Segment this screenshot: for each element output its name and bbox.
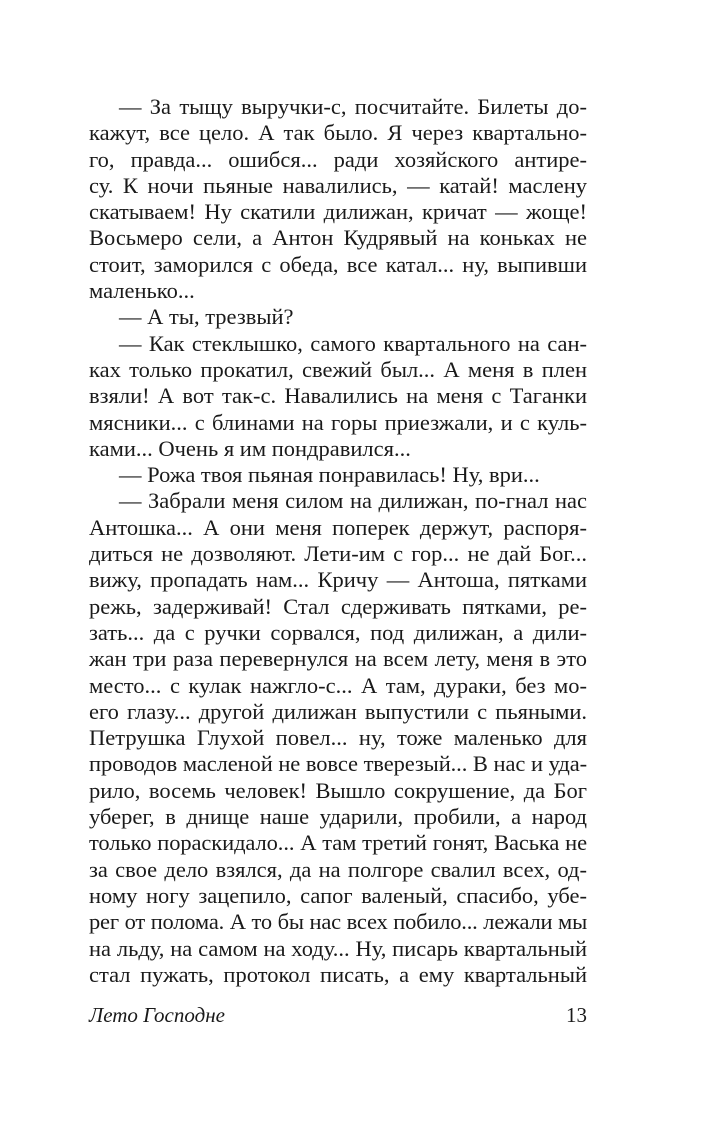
- text-line: место... с кулак нажгло-с... А там, дураки, без мо-: [89, 672, 587, 698]
- text-line: — За тыщу выручки-с, посчитайте. Билеты до-: [119, 94, 587, 119]
- text-line: стал пужать, протокол писать, а ему квартальный: [89, 961, 587, 987]
- text-line: — Забрали меня силом на дилижан, по-гнал нас: [119, 488, 587, 514]
- text-line: проводов масленой не вовсе тверезый... В нас и уда-: [89, 751, 587, 777]
- running-title: Лето Господне: [89, 1003, 225, 1027]
- text-line: — Рожа твоя пьяная понравилась! Ну, ври...: [119, 462, 540, 488]
- text-line: режь, задерживай! Стал сдерживать пятками, ре-: [89, 593, 587, 619]
- text-line: Антошка... А они меня поперек держут, распоря-: [89, 514, 587, 540]
- text-line: рег от полома. А то бы нас всех побило... лежали мы: [89, 909, 587, 935]
- text-line: ному ногу зацепило, сапог валеный, спасибо, убе-: [89, 882, 587, 908]
- page-footer: [89, 1001, 587, 1029]
- text-line: только пораскидало... А там третий гонят, Васька не: [89, 830, 587, 856]
- text-line: уберег, в днище наше ударили, пробили, а народ: [89, 804, 587, 830]
- text-line: кажут, все цело. А так было. Я через квартально-: [89, 120, 587, 146]
- text-line: ками... Очень я им пондравился...: [89, 435, 411, 461]
- text-line: рило, восемь человек! Вышло сокрушение, да Бог: [89, 777, 587, 803]
- text-line: вижу, пропадать нам... Кричу — Антоша, пятками: [89, 567, 587, 593]
- text-line: скатываем! Ну скатили дилижан, кричат — жоще!: [89, 199, 587, 225]
- text-line: зать... да с ручки сорвался, под дилижан, а дили-: [89, 619, 587, 645]
- text-line: за свое дело взялся, да на полгоре свалил всех, од-: [89, 856, 587, 882]
- body-text: [89, 94, 587, 988]
- text-line: — Как стеклышко, самого квартального на сан-: [119, 330, 587, 356]
- text-line: маленько...: [89, 278, 195, 304]
- text-line: Петрушка Глухой повел... ну, тоже маленько для: [89, 725, 587, 751]
- text-line: взяли! А вот так-с. Навалились на меня с Таганки: [89, 383, 587, 409]
- text-line: диться не дозволяют. Лети-им с гор... не дай Бог...: [89, 541, 587, 567]
- page-number: 13: [566, 1003, 587, 1027]
- text-line: су. К ночи пьяные навалились, — катай! маслену: [89, 172, 587, 198]
- text-line: го, правда... ошибся... ради хозяйского антире-: [89, 146, 587, 172]
- text-line: — А ты, трезвый?: [119, 304, 294, 330]
- text-line: мясники... с блинами на горы приезжали, и с куль-: [89, 409, 587, 435]
- text-line: стоит, заморился с обеда, все катал... ну, выпивши: [89, 251, 587, 277]
- text-line: на льду, на самом на ходу... Ну, писарь квартальный: [89, 935, 587, 961]
- text-line: жан три раза перевернулся на всем лету, меня в это: [89, 646, 587, 672]
- text-line: Восьмеро сели, а Антон Кудрявый на коньках не: [89, 225, 587, 251]
- text-line: его глазу... другой дилижан выпустили с пьяными.: [89, 698, 587, 724]
- text-line: ках только прокатил, свежий был... А меня в плен: [89, 356, 587, 382]
